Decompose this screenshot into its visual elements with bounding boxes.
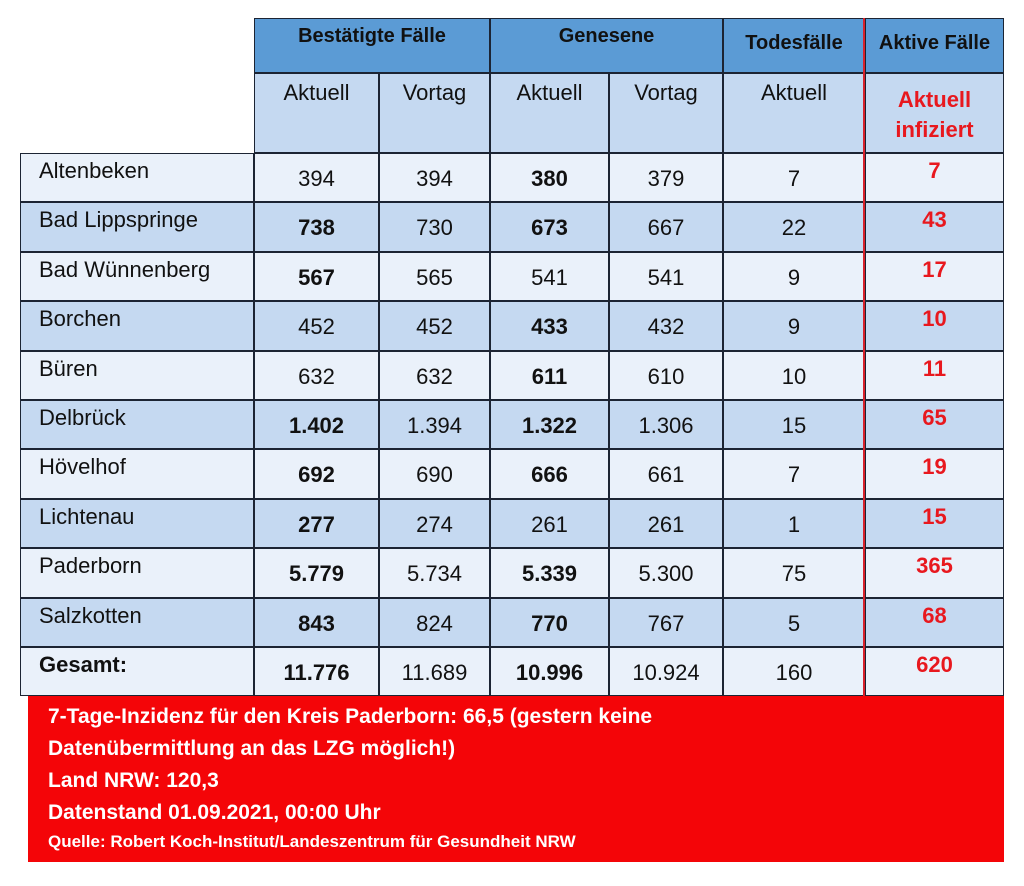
subheader-confirmed-current: Aktuell [254, 73, 379, 153]
table-cell-row-name: Salzkotten [20, 598, 254, 647]
table-cell-active-current: 10 [865, 301, 1004, 350]
table-cell-confirmed-previous: 274 [379, 499, 490, 548]
table-cell-confirmed-previous: 452 [379, 301, 490, 350]
table-cell-deaths-current: 160 [723, 647, 865, 696]
table-cell-row-name: Paderborn [20, 548, 254, 597]
table-cell-active-current: 7 [865, 153, 1004, 202]
table-cell-confirmed-previous: 1.394 [379, 400, 490, 449]
table-cell-row-name: Altenbeken [20, 153, 254, 202]
nrw-incidence: Land NRW: 120,3 [48, 769, 219, 792]
subheader-active-current [865, 73, 1004, 153]
table-cell-confirmed-previous: 565 [379, 252, 490, 301]
table-cell-confirmed-current: 692 [254, 449, 379, 498]
subheader-deaths-current: Aktuell [723, 73, 865, 153]
table-cell-confirmed-previous: 730 [379, 202, 490, 251]
table-cell-row-name: Bad Wünnenberg [20, 252, 254, 301]
table-cell-active-current: 620 [865, 647, 1004, 696]
transmission-note: Datenübermittlung an das LZG möglich!) [48, 737, 456, 760]
data-date: Datenstand 01.09.2021, 00:00 Uhr [48, 801, 381, 824]
table-cell-deaths-current: 10 [723, 351, 865, 400]
table-cell-active-current: 15 [865, 499, 1004, 548]
table-cell-deaths-current: 9 [723, 252, 865, 301]
table-cell-confirmed-current: 738 [254, 202, 379, 251]
table-cell-recovered-previous: 432 [609, 301, 723, 350]
table-cell-recovered-previous: 767 [609, 598, 723, 647]
table-cell-confirmed-current: 452 [254, 301, 379, 350]
table-cell-confirmed-current: 567 [254, 252, 379, 301]
table-cell-recovered-previous: 10.924 [609, 647, 723, 696]
table-cell-confirmed-current: 11.776 [254, 647, 379, 696]
subheader-active-line2: infiziert [895, 117, 974, 142]
table-cell-deaths-current: 7 [723, 449, 865, 498]
table-cell-active-current: 365 [865, 548, 1004, 597]
table-cell-recovered-current: 541 [490, 252, 609, 301]
table-cell-recovered-current: 261 [490, 499, 609, 548]
table-cell-deaths-current: 1 [723, 499, 865, 548]
header-deaths: Todesfälle [723, 18, 865, 73]
table-cell-deaths-current: 7 [723, 153, 865, 202]
header-recovered: Genesene [490, 18, 723, 73]
subheader-recovered-previous: Vortag [609, 73, 723, 153]
table-cell-confirmed-previous: 11.689 [379, 647, 490, 696]
table-cell-recovered-current: 1.322 [490, 400, 609, 449]
header-confirmed-cases: Bestätigte Fälle [254, 18, 490, 73]
table-cell-row-name: Borchen [20, 301, 254, 350]
table-cell-confirmed-previous: 5.734 [379, 548, 490, 597]
table-cell-recovered-current: 770 [490, 598, 609, 647]
table-cell-active-current: 17 [865, 252, 1004, 301]
table-cell-recovered-previous: 610 [609, 351, 723, 400]
table-cell-recovered-current: 380 [490, 153, 609, 202]
table-cell-confirmed-current: 277 [254, 499, 379, 548]
table-cell-row-name: Delbrück [20, 400, 254, 449]
table-cell-confirmed-current: 5.779 [254, 548, 379, 597]
source-note: Quelle: Robert Koch-Institut/Landeszentrum für Gesundheit NRW [48, 832, 576, 851]
table-cell-recovered-current: 5.339 [490, 548, 609, 597]
table-cell-recovered-previous: 379 [609, 153, 723, 202]
subheader-active-line1: Aktuell [897, 87, 972, 112]
active-column-divider [863, 18, 865, 696]
table-cell-recovered-current: 666 [490, 449, 609, 498]
table-cell-row-name: Büren [20, 351, 254, 400]
table-cell-confirmed-previous: 690 [379, 449, 490, 498]
incidence-info-box [28, 696, 1004, 862]
table-cell-recovered-previous: 667 [609, 202, 723, 251]
table-cell-recovered-current: 673 [490, 202, 609, 251]
table-cell-confirmed-current: 632 [254, 351, 379, 400]
table-cell-recovered-current: 433 [490, 301, 609, 350]
table-cell-confirmed-current: 1.402 [254, 400, 379, 449]
table-cell-deaths-current: 75 [723, 548, 865, 597]
table-cell-recovered-previous: 541 [609, 252, 723, 301]
table-cell-active-current: 11 [865, 351, 1004, 400]
table-cell-recovered-previous: 5.300 [609, 548, 723, 597]
table-cell-deaths-current: 9 [723, 301, 865, 350]
table-cell-confirmed-previous: 824 [379, 598, 490, 647]
table-cell-confirmed-current: 843 [254, 598, 379, 647]
table-cell-deaths-current: 5 [723, 598, 865, 647]
table-cell-row-name: Hövelhof [20, 449, 254, 498]
subheader-recovered-current: Aktuell [490, 73, 609, 153]
table-cell-recovered-current: 611 [490, 351, 609, 400]
header-active-cases: Aktive Fälle [865, 18, 1004, 73]
table-cell-confirmed-previous: 632 [379, 351, 490, 400]
table-cell-recovered-previous: 661 [609, 449, 723, 498]
covid-case-table [20, 18, 1004, 696]
table-cell-active-current: 68 [865, 598, 1004, 647]
table-cell-confirmed-current: 394 [254, 153, 379, 202]
table-cell-row-name: Bad Lippspringe [20, 202, 254, 251]
table-cell-active-current: 65 [865, 400, 1004, 449]
table-cell-active-current: 19 [865, 449, 1004, 498]
table-cell-row-name: Gesamt: [20, 647, 254, 696]
table-cell-active-current: 43 [865, 202, 1004, 251]
incidence-line: 7-Tage-Inzidenz für den Kreis Paderborn: 66,5 (gestern keine [48, 705, 653, 728]
table-cell-deaths-current: 15 [723, 400, 865, 449]
table-cell-row-name: Lichtenau [20, 499, 254, 548]
table-cell-recovered-previous: 261 [609, 499, 723, 548]
subheader-confirmed-previous: Vortag [379, 73, 490, 153]
table-cell-confirmed-previous: 394 [379, 153, 490, 202]
table-cell-recovered-current: 10.996 [490, 647, 609, 696]
table-cell-deaths-current: 22 [723, 202, 865, 251]
table-cell-recovered-previous: 1.306 [609, 400, 723, 449]
